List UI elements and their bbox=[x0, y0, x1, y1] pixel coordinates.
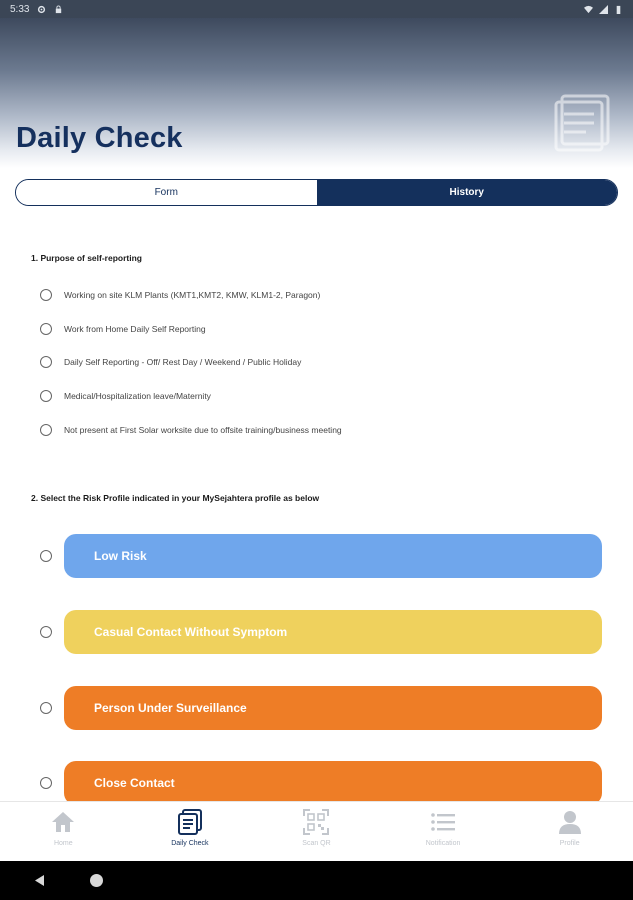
person-icon bbox=[556, 808, 584, 836]
document-icon bbox=[552, 92, 614, 154]
qr-icon bbox=[302, 808, 330, 836]
radio-button[interactable] bbox=[40, 289, 52, 301]
purpose-option-onsite[interactable] bbox=[40, 289, 320, 301]
purpose-option-medical[interactable] bbox=[40, 390, 211, 402]
option-label: Working on site KLM Plants (KMT1,KMT2, KMW, KLM1-2, Paragon) bbox=[64, 290, 321, 300]
option-label: Work from Home Daily Self Reporting bbox=[64, 324, 206, 334]
risk-label: Casual Contact Without Symptom bbox=[94, 625, 288, 639]
nav-label: Daily Check bbox=[171, 840, 209, 847]
wifi-icon bbox=[584, 5, 593, 14]
option-label: Medical/Hospitalization leave/Maternity bbox=[64, 391, 211, 401]
nav-label: Profile bbox=[559, 840, 580, 847]
status-bar bbox=[0, 0, 633, 18]
purpose-option-off-day[interactable] bbox=[40, 356, 301, 368]
risk-option-close-contact[interactable] bbox=[40, 761, 602, 801]
risk-label: Low Risk bbox=[94, 549, 147, 563]
nav-item-home[interactable] bbox=[0, 802, 127, 861]
risk-option-low[interactable] bbox=[40, 534, 602, 578]
option-label: Not present at First Solar worksite due to offsite training/business meeting bbox=[64, 425, 342, 435]
page-title: Daily Check bbox=[16, 122, 183, 154]
nav-label: Notification bbox=[425, 840, 461, 847]
nav-item-scan-qr[interactable] bbox=[253, 802, 380, 861]
tab-history[interactable]: History bbox=[317, 180, 618, 205]
home-button-icon[interactable] bbox=[90, 874, 103, 887]
bottom-nav bbox=[0, 801, 633, 861]
nav-label: Home bbox=[53, 840, 73, 847]
nav-item-daily-check[interactable] bbox=[127, 802, 254, 861]
radio-button[interactable] bbox=[40, 424, 52, 436]
signal-icon bbox=[599, 5, 608, 14]
tab-form[interactable]: Form bbox=[16, 180, 317, 205]
radio-button[interactable] bbox=[40, 356, 52, 368]
nav-label: Scan QR bbox=[302, 840, 331, 847]
radio-button[interactable] bbox=[40, 390, 52, 402]
question-2-title: 2. Select the Risk Profile indicated in your MySejahtera profile as below bbox=[31, 493, 320, 503]
risk-pill-close-contact[interactable] bbox=[64, 761, 602, 801]
risk-option-surveillance[interactable] bbox=[40, 686, 602, 730]
radio-button[interactable] bbox=[40, 323, 52, 335]
radio-button[interactable] bbox=[40, 626, 52, 638]
back-icon[interactable] bbox=[33, 874, 46, 887]
segmented-tabs bbox=[15, 179, 618, 206]
radio-button[interactable] bbox=[40, 777, 52, 789]
home-icon bbox=[49, 808, 77, 836]
risk-label: Close Contact bbox=[94, 776, 175, 790]
battery-icon bbox=[614, 5, 623, 14]
purpose-option-offsite[interactable] bbox=[40, 424, 342, 436]
question-1-title: 1. Purpose of self-reporting bbox=[31, 253, 142, 263]
nav-item-notification[interactable] bbox=[380, 802, 507, 861]
list-icon bbox=[429, 808, 457, 836]
radio-button[interactable] bbox=[40, 550, 52, 562]
risk-pill-surveillance[interactable] bbox=[64, 686, 602, 730]
document-icon bbox=[176, 808, 204, 836]
risk-label: Person Under Surveillance bbox=[94, 701, 247, 715]
lock-icon bbox=[54, 5, 63, 14]
radio-button[interactable] bbox=[40, 702, 52, 714]
settings-icon bbox=[37, 5, 46, 14]
option-label: Daily Self Reporting - Off/ Rest Day / Weekend / Public Holiday bbox=[64, 357, 302, 367]
purpose-option-wfh[interactable] bbox=[40, 323, 206, 335]
status-time: 5:33 bbox=[10, 3, 30, 15]
risk-pill-casual-contact[interactable] bbox=[64, 610, 602, 654]
risk-option-casual-contact[interactable] bbox=[40, 610, 602, 654]
system-nav-bar bbox=[0, 861, 633, 900]
risk-pill-low[interactable] bbox=[64, 534, 602, 578]
nav-item-profile[interactable] bbox=[506, 802, 633, 861]
